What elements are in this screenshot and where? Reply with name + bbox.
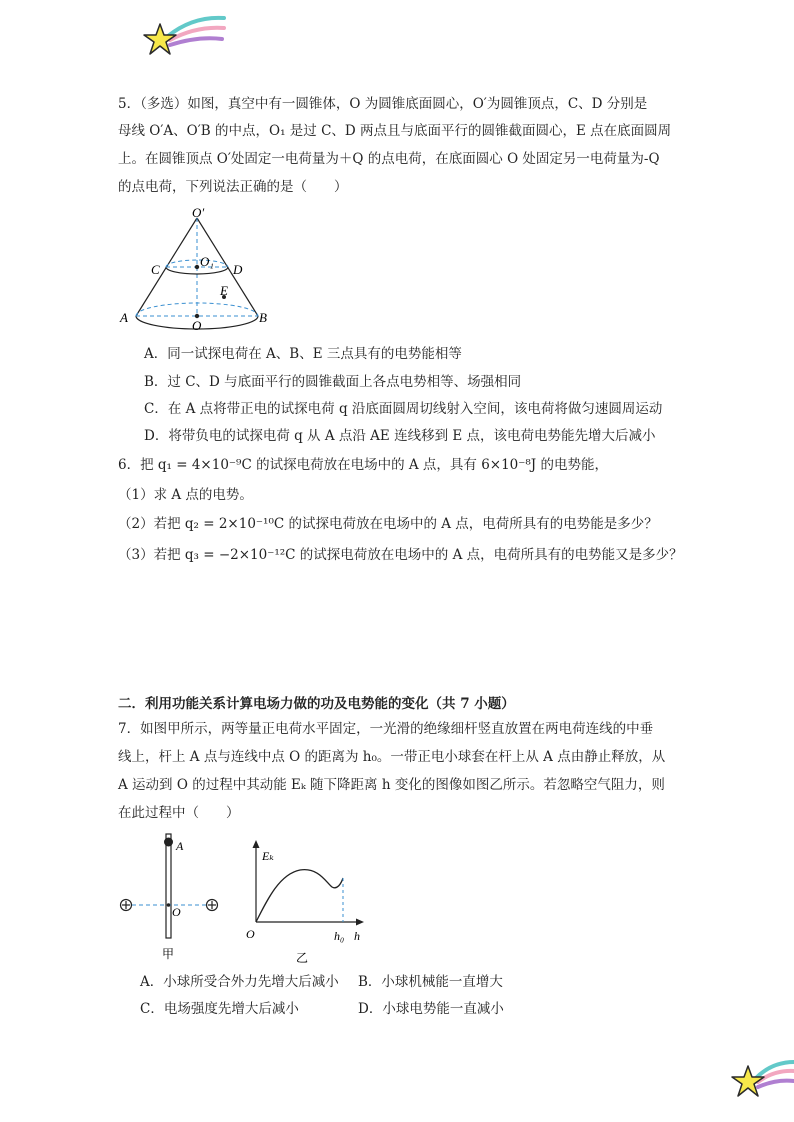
q5-option-c[interactable]: C．在 A 点将带正电的试探电荷 q 沿底面圆周切线射入空间，该电荷将做匀速圆周运动 (144, 401, 663, 417)
label-c: C (151, 262, 160, 277)
q6-sub-3: （3）若把 q₃ = −2×10⁻¹²C 的试探电荷放在电场中的 A 点，电荷所具有的电势能又是多少？ (118, 547, 683, 563)
q6-stem: 6．把 q₁ = 4×10⁻⁹C 的试探电荷放在电场中的 A 点，具有 6×10⁻⁸J 的电势能， (118, 457, 609, 473)
q7-option-a[interactable]: A．小球所受合外力先增大后减小 (140, 974, 339, 990)
section-2-heading: 二．利用功能关系计算电场力做的功及电势能的变化（共 7 小题） (118, 696, 515, 712)
q6-sub-2: （2）若把 q₂ = 2×10⁻¹⁰C 的试探电荷放在电场中的 A 点，电荷所具有的电势能是多少？ (118, 516, 658, 532)
jia-label-a: A (176, 839, 184, 853)
yi-origin: O (246, 927, 255, 941)
cone-figure (116, 204, 276, 334)
yi-h0: h₀ (334, 929, 345, 943)
label-b: B (259, 310, 267, 325)
jia-label-o: O (172, 905, 181, 919)
q5-option-b[interactable]: B．过 C、D 与底面平行的圆锥截面上各点电势相等、场强相同 (144, 374, 522, 390)
q7-stem-line-1: 7．如图甲所示，两等量正电荷水平固定，一光滑的绝缘细杆竖直放置在两电荷连线的中垂 (118, 721, 654, 737)
q5-stem-line-3: 上。在圆锥顶点 O′处固定一电荷量为＋Q 的点电荷，在底面圆心 O 处固定另一电荷量为-Q (118, 151, 660, 167)
figure-yi-graph (240, 838, 370, 968)
q5-stem-line-1: 5．（多选）如图，真空中有一圆锥体，O 为圆锥底面圆心，O′为圆锥顶点，C、D 分别是 (118, 96, 648, 112)
q5-stem-line-4: 的点电荷，下列说法正确的是（ ） (118, 179, 348, 195)
jia-caption: 甲 (162, 947, 175, 961)
figure-jia (116, 830, 226, 965)
label-d: D (233, 262, 243, 277)
q7-stem-line-4: 在此过程中（ ） (118, 805, 240, 821)
q7-stem-line-2: 线上，杆上 A 点与连线中点 O 的距离为 h₀。一带正电小球套在杆上从 A 点由静止释放，从 (118, 749, 666, 765)
label-a: A (120, 310, 128, 325)
q6-sub-1: （1）求 A 点的电势。 (118, 487, 253, 503)
ek-curve (256, 870, 343, 922)
q5-option-d[interactable]: D．将带负电的试探电荷 q 从 A 点沿 AE 连线移到 E 点，该电荷电势能先增大后减小 (144, 428, 656, 444)
q7-stem-line-3: A 运动到 O 的过程中其动能 Eₖ 随下降距离 h 变化的图像如图乙所示。若忽略空气阻力，则 (118, 777, 665, 793)
q5-stem-line-2: 母线 O′A、O′B 的中点，O₁ 是过 C、D 两点且与底面平行的圆锥截面圆心，E 点在底面圆周 (118, 123, 672, 139)
q7-option-b[interactable]: B．小球机械能一直增大 (358, 974, 503, 990)
label-o1: O₁ (200, 254, 214, 269)
yi-xlabel: h (354, 929, 360, 943)
q7-option-c[interactable]: C．电场强度先增大后减小 (140, 1001, 299, 1017)
label-o: O (192, 318, 202, 333)
q7-option-d[interactable]: D．小球电势能一直减小 (358, 1001, 504, 1017)
yi-caption: 乙 (296, 951, 309, 965)
q5-option-a[interactable]: A．同一试探电荷在 A、B、E 三点具有的电势能相等 (144, 346, 462, 362)
shooting-star-icon (728, 1056, 794, 1102)
yi-ylabel: Eₖ (262, 849, 274, 863)
label-o-prime: O′ (192, 205, 205, 220)
shooting-star-icon (138, 12, 228, 60)
label-e: E (220, 283, 228, 298)
